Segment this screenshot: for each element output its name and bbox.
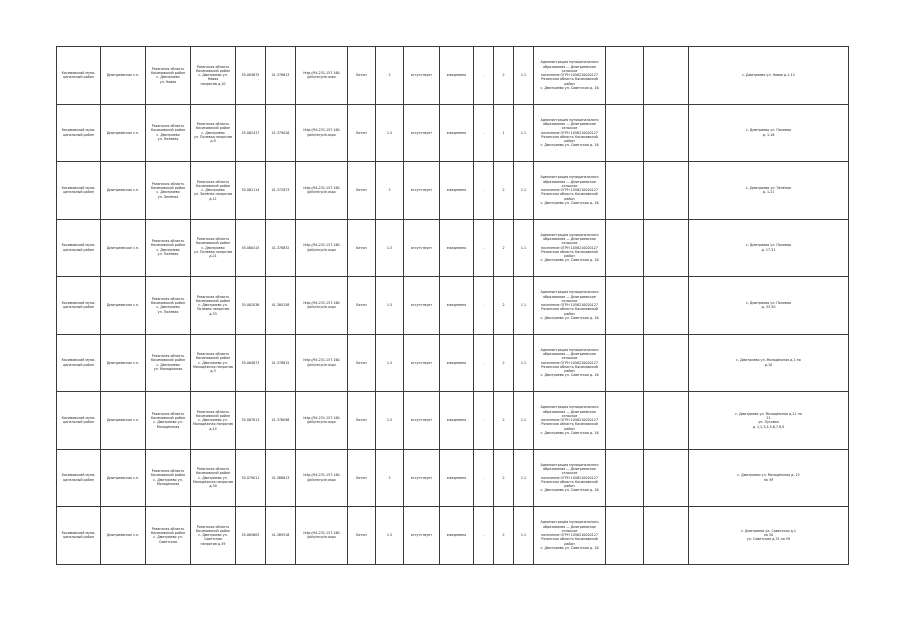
dash-cell: -: [474, 47, 494, 105]
location-cell: Рязанская область Касимовский район с. Дмитриево ул. Полевая напротив д.9: [191, 104, 236, 162]
empty-cell: [644, 449, 689, 507]
fence-cell: отсутствует: [404, 219, 440, 277]
container-count-cell: 2: [494, 219, 514, 277]
settlement-cell: Дмитриевское с.п.: [101, 162, 146, 220]
empty-cell: [606, 104, 644, 162]
owner-cell: Администрация муниципального образования — Дмитриевское сельское поселение ОГРН 1056210020127 Рязанская область Касимовский район с. Дмитриево ул. Советская д. 16: [534, 47, 606, 105]
container-count-cell: 1: [494, 104, 514, 162]
surface-cell: Бетон: [348, 277, 376, 335]
mode-cell: ежедневно: [440, 104, 474, 162]
latitude-cell: 55.084873: [236, 334, 266, 392]
settlement-cell: Дмитриевское с.п.: [101, 47, 146, 105]
map-link-cell[interactable]: http://94.231.157.160 /pkk/recycle.aspx: [296, 392, 348, 450]
settlement-cell: Дмитриевское с.п.: [101, 104, 146, 162]
area-cell: 1.5: [376, 277, 404, 335]
sources-cell: с. Дмитриево ул. Молодёжная д.1 по д.10: [689, 334, 849, 392]
district-cell: Касимовский муни- ципальный район: [57, 449, 101, 507]
map-link-cell[interactable]: http://94.231.157.160 /pkk/recycle.aspx: [296, 507, 348, 565]
dash-cell: -: [474, 219, 494, 277]
district-cell: Касимовский муни- ципальный район: [57, 47, 101, 105]
owner-cell: Администрация муниципального образования — Дмитриевское сельское поселение ОГРН 1056210020127 Рязанская область Касимовский район с. Дмитриево ул. Советская д. 16: [534, 334, 606, 392]
mode-cell: ежедневно: [440, 47, 474, 105]
table-row: [57, 47, 849, 105]
map-link-cell[interactable]: http://94.231.157.160 /pkk/recycle.aspx: [296, 449, 348, 507]
owner-cell: Администрация муниципального образования — Дмитриевское сельское поселение ОГРН 1056210020127 Рязанская область Касимовский район с. Дмитриево ул. Советская д. 16: [534, 219, 606, 277]
latitude-cell: 55.079011: [236, 449, 266, 507]
surface-cell: Бетон: [348, 47, 376, 105]
map-link-cell[interactable]: http://94.231.157.160 /pkk/recycle.aspx: [296, 219, 348, 277]
container-count-cell: 2: [494, 162, 514, 220]
container-count-cell: 2: [494, 277, 514, 335]
latitude-cell: 55.083675: [236, 47, 266, 105]
latitude-cell: 55.087813: [236, 392, 266, 450]
surface-cell: Бетон: [348, 334, 376, 392]
district-cell: Касимовский муни- ципальный район: [57, 104, 101, 162]
container-volume-cell: 1.1: [514, 162, 534, 220]
table-row: [57, 219, 849, 277]
empty-cell: [606, 219, 644, 277]
table-row: [57, 162, 849, 220]
address-cell: Рязанская область Касимовский район с. Дмитриево ул. Советская: [146, 507, 191, 565]
empty-cell: [644, 334, 689, 392]
empty-cell: [606, 47, 644, 105]
container-volume-cell: 1.1: [514, 507, 534, 565]
sources-cell: с. Дмитриево ул. Советская д.1 по 50 ул. Советская д.51 по 59: [689, 507, 849, 565]
empty-cell: [644, 47, 689, 105]
district-cell: Касимовский муни- ципальный район: [57, 277, 101, 335]
fence-cell: отсутствует: [404, 47, 440, 105]
mode-cell: ежедневно: [440, 392, 474, 450]
latitude-cell: 55.082036: [236, 277, 266, 335]
mode-cell: ежедневно: [440, 449, 474, 507]
address-cell: Рязанская область Касимовский район с. Дмитриево ул. Полевая: [146, 219, 191, 277]
district-cell: Касимовский муни- ципальный район: [57, 334, 101, 392]
dash-cell: -: [474, 334, 494, 392]
address-cell: Рязанская область Касимовский район с. Дмитриево ул. Новая: [146, 47, 191, 105]
dash-cell: -: [474, 507, 494, 565]
location-cell: Рязанская область Касимовский район с. Дмитриево ул. Полевая напротив д.21: [191, 219, 236, 277]
container-volume-cell: 1.1: [514, 449, 534, 507]
longitude-cell: 41.376613: [266, 47, 296, 105]
table-row: [57, 449, 849, 507]
settlement-cell: Дмитриевское с.п.: [101, 219, 146, 277]
owner-cell: Администрация муниципального образования — Дмитриевское сельское поселение ОГРН 1056210020127 Рязанская область Касимовский район с. Дмитриево ул. Советская д. 16: [534, 449, 606, 507]
longitude-cell: 41.380158: [266, 277, 296, 335]
surface-cell: Бетон: [348, 104, 376, 162]
district-cell: Касимовский муни- ципальный район: [57, 219, 101, 277]
surface-cell: Бетон: [348, 449, 376, 507]
district-cell: Касимовский муни- ципальный район: [57, 162, 101, 220]
table-row: [57, 334, 849, 392]
location-cell: Рязанская область Касимовский район с. Дмитриево ул. Зелёная напротив д.11: [191, 162, 236, 220]
container-count-cell: 2: [494, 449, 514, 507]
table-body: [57, 47, 849, 565]
area-cell: 1.5: [376, 507, 404, 565]
settlement-cell: Дмитриевское с.п.: [101, 392, 146, 450]
container-volume-cell: 1.1: [514, 47, 534, 105]
empty-cell: [606, 277, 644, 335]
empty-cell: [644, 392, 689, 450]
dash-cell: -: [474, 277, 494, 335]
owner-cell: Администрация муниципального образования — Дмитриевское сельское поселение ОГРН 1056210020127 Рязанская область Касимовский район с. Дмитриево ул. Советская д. 16: [534, 392, 606, 450]
owner-cell: Администрация муниципального образования — Дмитриевское сельское поселение ОГРН 1056210020127 Рязанская область Касимовский район с. Дмитриево ул. Советская д. 16: [534, 277, 606, 335]
surface-cell: Бетон: [348, 162, 376, 220]
container-count-cell: 2: [494, 47, 514, 105]
address-cell: Рязанская область Касимовский район с. Дмитриево ул. Зелёная: [146, 162, 191, 220]
area-cell: 1.5: [376, 104, 404, 162]
owner-cell: Администрация муниципального образования — Дмитриевское сельское поселение ОГРН 1056210020127 Рязанская область Касимовский район с. Дмитриево ул. Советская д. 16: [534, 104, 606, 162]
empty-cell: [644, 104, 689, 162]
sources-cell: с. Дмитриево ул. Полевая д. 33-50: [689, 277, 849, 335]
dash-cell: -: [474, 162, 494, 220]
fence-cell: отсутствует: [404, 162, 440, 220]
longitude-cell: 41.389518: [266, 507, 296, 565]
container-count-cell: 2: [494, 334, 514, 392]
settlement-cell: Дмитриевское с.п.: [101, 277, 146, 335]
area-cell: 2: [376, 47, 404, 105]
sources-cell: с. Дмитриево ул. Новая д.1-12: [689, 47, 849, 105]
area-cell: 1.5: [376, 219, 404, 277]
longitude-cell: 41.368613: [266, 449, 296, 507]
sources-cell: с. Дмитриево ул. Полевая д. 1-16: [689, 104, 849, 162]
district-cell: Касимовский муни- ципальный район: [57, 507, 101, 565]
fence-cell: отсутствует: [404, 449, 440, 507]
table-row: [57, 104, 849, 162]
document-page: [56, 46, 848, 564]
empty-cell: [606, 162, 644, 220]
address-cell: Рязанская область Касимовский район с. Дмитриево ул. Молодёжная: [146, 449, 191, 507]
address-cell: Рязанская область Касимовский район с. Дмитриево ул. Молодёжная: [146, 334, 191, 392]
location-cell: Рязанская область Касимовский район с. Дмитриево ул. Молодёжная напротив д.14: [191, 392, 236, 450]
sources-cell: с. Дмитриево ул. Зелёная д. 1-21: [689, 162, 849, 220]
fence-cell: отсутствует: [404, 104, 440, 162]
container-volume-cell: 1.1: [514, 104, 534, 162]
empty-cell: [606, 449, 644, 507]
address-cell: Рязанская область Касимовский район с. Дмитриево ул. Молодёжная: [146, 392, 191, 450]
location-cell: Рязанская область Касимовский район с. Дмитриево ул. Новая напротив д.10: [191, 47, 236, 105]
waste-sites-table: [56, 46, 849, 565]
container-volume-cell: 1.1: [514, 277, 534, 335]
table-row: [57, 277, 849, 335]
area-cell: 2: [376, 162, 404, 220]
settlement-cell: Дмитриевское с.п.: [101, 334, 146, 392]
container-count-cell: 2: [494, 507, 514, 565]
empty-cell: [606, 334, 644, 392]
address-cell: Рязанская область Касимовский район с. Дмитриево ул. Полевая: [146, 104, 191, 162]
longitude-cell: 41.376098: [266, 392, 296, 450]
longitude-cell: 41.378832: [266, 219, 296, 277]
fence-cell: отсутствует: [404, 334, 440, 392]
settlement-cell: Дмитриевское с.п.: [101, 507, 146, 565]
dash-cell: -: [474, 104, 494, 162]
location-cell: Рязанская область Касимовский район с. Дмитриево ул. Советская напротив д.39: [191, 507, 236, 565]
map-link-cell[interactable]: http://94.231.157.160 /pkk/recycle.aspx: [296, 162, 348, 220]
mode-cell: ежедневно: [440, 334, 474, 392]
longitude-cell: 41.379026: [266, 104, 296, 162]
location-cell: Рязанская область Касимовский район с. Дмитриево ул. Полевая напротив д.33: [191, 277, 236, 335]
sources-cell: с. Дмитриево ул. Полевая д. 17-31: [689, 219, 849, 277]
fence-cell: отсутствует: [404, 277, 440, 335]
table-row: [57, 392, 849, 450]
empty-cell: [644, 219, 689, 277]
owner-cell: Администрация муниципального образования — Дмитриевское сельское поселение ОГРН 1056210020127 Рязанская область Касимовский район с. Дмитриево ул. Советская д. 16: [534, 507, 606, 565]
empty-cell: [644, 277, 689, 335]
owner-cell: Администрация муниципального образования — Дмитриевское сельское поселение ОГРН 1056210020127 Рязанская область Касимовский район с. Дмитриево ул. Советская д. 16: [534, 162, 606, 220]
container-count-cell: 2: [494, 392, 514, 450]
dash-cell: -: [474, 449, 494, 507]
map-link-cell[interactable]: http://94.231.157.160 /pkk/recycle.aspx: [296, 334, 348, 392]
surface-cell: Бетон: [348, 219, 376, 277]
container-volume-cell: 1.1: [514, 392, 534, 450]
sources-cell: с. Дмитриево ул. Молодёжная д.11 по 21 ул. Луговая д. 1,2,3,4,5,6,7,8,9: [689, 392, 849, 450]
empty-cell: [644, 507, 689, 565]
map-link-cell[interactable]: http://94.231.157.160 /pkk/recycle.aspx: [296, 47, 348, 105]
latitude-cell: 55.082417: [236, 104, 266, 162]
area-cell: 2: [376, 449, 404, 507]
table-row: [57, 507, 849, 565]
location-cell: Рязанская область Касимовский район с. Дмитриево ул. Молодёжная напротив д.30: [191, 449, 236, 507]
map-link-cell[interactable]: http://94.231.157.160 /pkk/recycle.aspx: [296, 104, 348, 162]
fence-cell: отсутствует: [404, 392, 440, 450]
fence-cell: отсутствует: [404, 507, 440, 565]
latitude-cell: 55.085603: [236, 507, 266, 565]
longitude-cell: 41.378815: [266, 334, 296, 392]
surface-cell: Бетон: [348, 507, 376, 565]
latitude-cell: 55.081114: [236, 162, 266, 220]
settlement-cell: Дмитриевское с.п.: [101, 449, 146, 507]
longitude-cell: 41.372873: [266, 162, 296, 220]
location-cell: Рязанская область Касимовский район с. Дмитриево ул. Молодёжная напротив д.3: [191, 334, 236, 392]
address-cell: Рязанская область Касимовский район с. Дмитриево ул. Полевая: [146, 277, 191, 335]
mode-cell: ежедневно: [440, 219, 474, 277]
mode-cell: ежедневно: [440, 277, 474, 335]
area-cell: 1.5: [376, 392, 404, 450]
district-cell: Касимовский муни- ципальный район: [57, 392, 101, 450]
area-cell: 1.5: [376, 334, 404, 392]
surface-cell: Бетон: [348, 392, 376, 450]
empty-cell: [606, 392, 644, 450]
container-volume-cell: 1.1: [514, 334, 534, 392]
mode-cell: ежедневно: [440, 507, 474, 565]
empty-cell: [606, 507, 644, 565]
latitude-cell: 55.080415: [236, 219, 266, 277]
mode-cell: ежедневно: [440, 162, 474, 220]
container-volume-cell: 1.1: [514, 219, 534, 277]
sources-cell: с. Дмитриево ул. Молодёжная д. 22 по 39: [689, 449, 849, 507]
empty-cell: [644, 162, 689, 220]
map-link-cell[interactable]: http://94.231.157.160 /pkk/recycle.aspx: [296, 277, 348, 335]
dash-cell: -: [474, 392, 494, 450]
